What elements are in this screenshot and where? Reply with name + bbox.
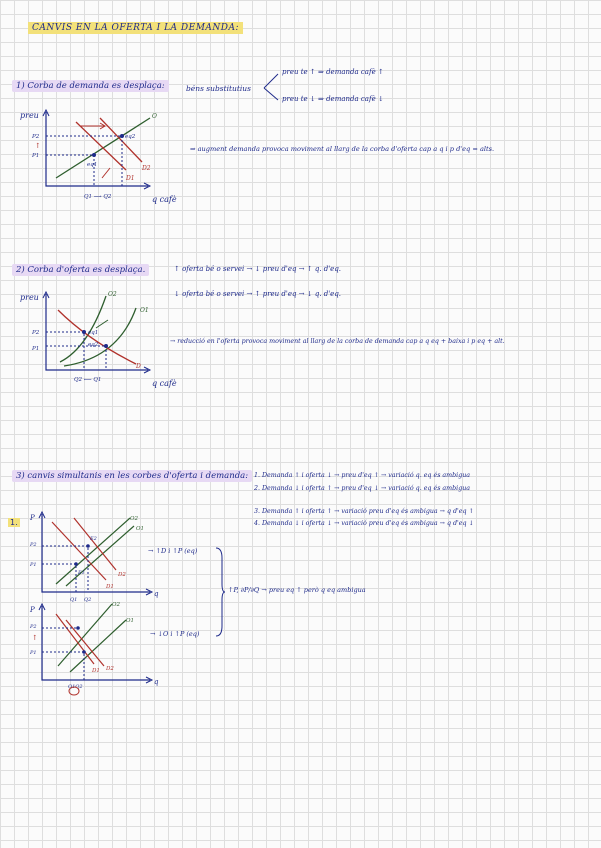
s3a-e2-label: E2 (90, 536, 97, 542)
section3-chart-b (22, 600, 172, 696)
s2-o2-label: O2 (108, 291, 117, 298)
s3a-o1-label: O1 (136, 526, 145, 532)
s3b-o2-label: O2 (112, 602, 121, 608)
section1-branch-up: preu te ↑ ⇒ demanda cafè ↑ (282, 68, 384, 76)
s3b-d1-label: D1 (92, 668, 100, 674)
section3-combined: ↑P, ∂P/∂Q → preu eq ↑ però q eq ambigua (228, 586, 366, 594)
section3-brace (214, 546, 226, 638)
section3-case-3: 3. Demanda ↑ i oferta ↑ → variació preu d'eq és ambigua → q d'eq ↑ (254, 508, 474, 515)
s2-supply-o1 (64, 308, 136, 366)
s3a-o2-label: O2 (130, 516, 139, 522)
section3-heading: 3) canvis simultanis en les corbes d'oferta i demanda: (12, 470, 252, 482)
s3a-x-axis-label: q (154, 590, 159, 598)
section1-note: ⇒ augment demanda provoca moviment al llarg de la corba d'oferta cap a q i p d'eq = alts. (190, 145, 495, 153)
s2-y-axis-label: preu (20, 293, 39, 302)
s1-d2-label: D2 (142, 165, 151, 172)
s1-demand-d2 (100, 118, 142, 162)
section2-line2: ↓ oferta bé o servei → ↑ preu d'eq → ↓ q. d'eq. (174, 290, 342, 298)
s3b-p1-label: P1 (30, 650, 37, 656)
s3a-y-axis-label: P (30, 514, 35, 522)
section3-marker: 1. (10, 518, 18, 527)
section2-note: → reducció en l'oferta provoca moviment al llarg de la corba de demanda cap a q eq + baixa i p eq + alt. (170, 338, 505, 345)
section1-branch-down: preu te ↓ ⇒ demanda cafè ↓ (282, 95, 384, 103)
section1-heading: 1) Corba de demanda es desplaça: (12, 80, 169, 92)
s1-eq2-label: eq2 (125, 134, 136, 140)
s1-x-axis-label: q cafè (152, 195, 177, 204)
s3b-p2-label: P2 (30, 624, 37, 630)
s2-p2-label: P2 (32, 330, 40, 336)
section3-chart-a (22, 508, 172, 604)
section1-chart (18, 106, 193, 206)
section1-branch-arrows (262, 68, 282, 108)
s3b-effect: → ↓O i ↑P (eq) (150, 630, 200, 638)
s1-q-arrow: Q1 ⟶ Q2 (84, 194, 112, 200)
s1-p2-label: P2 (32, 134, 40, 140)
s1-p1-label: P1 (32, 153, 40, 159)
s2-q-arrow: Q2 ⟵ Q1 (74, 377, 102, 383)
s1-d1-label: D1 (126, 175, 135, 182)
section2-chart (18, 288, 193, 388)
s3a-p1-label: P1 (30, 562, 37, 568)
s3b-y-axis-label: P (30, 606, 35, 614)
s3a-effect: → ↑D i ↑P (eq) (148, 547, 198, 555)
s2-supply-o2 (60, 296, 106, 362)
s1-y-axis-label: preu (20, 111, 39, 120)
s2-o1-label: O1 (140, 307, 149, 314)
section3-case-2: 2. Demanda ↓ i oferta ↑ → preu d'eq ↓ → variació q. eq és ambigua (254, 485, 471, 492)
s3b-x-axis-label: q (154, 678, 159, 686)
s3a-e1-label: E1 (78, 570, 85, 576)
s3a-q1-label: Q1 (70, 597, 78, 603)
s1-demand-d1 (76, 122, 126, 170)
s3a-d1-label: D1 (106, 584, 114, 590)
s2-eq2-label: eq2 (88, 342, 99, 348)
s2-eq1-label: eq1 (88, 330, 99, 336)
section3-case-1: 1. Demanda ↑ i oferta ↓ → preu d'eq ↑ → variació q. eq és ambigua (254, 472, 471, 479)
s3a-d2-label: D2 (118, 572, 126, 578)
section2-line1: ↑ oferta bé o servei → ↓ preu d'eq → ↑ q. d'eq. (174, 265, 342, 273)
s3b-o1-label: O1 (126, 618, 135, 624)
s3b-d2-label: D2 (106, 666, 114, 672)
s3b-q-label: Q1Q2 (68, 684, 83, 690)
page-title: CANVIS EN LA OFERTA I LA DEMANDA: (28, 22, 243, 34)
s2-p1-label: P1 (32, 346, 40, 352)
s2-x-axis-label: q cafè (152, 379, 177, 388)
svg-text:↑: ↑ (35, 142, 41, 150)
s3a-p2-label: P2 (30, 542, 37, 548)
section3-case-4: 4. Demanda ↓ i oferta ↓ → variació preu d'eq és ambigua → q d'eq ↓ (254, 520, 474, 527)
svg-text:↑: ↑ (32, 634, 38, 642)
section1-goods: béns substitutius (186, 84, 251, 93)
s3a-q2-label: Q2 (84, 597, 92, 603)
s1-supply-label: O (152, 113, 157, 120)
section2-heading: 2) Corba d'oferta es desplaça. (12, 264, 149, 276)
s1-eq1-label: eq1 (87, 162, 98, 168)
s2-d-label: D (136, 363, 141, 370)
